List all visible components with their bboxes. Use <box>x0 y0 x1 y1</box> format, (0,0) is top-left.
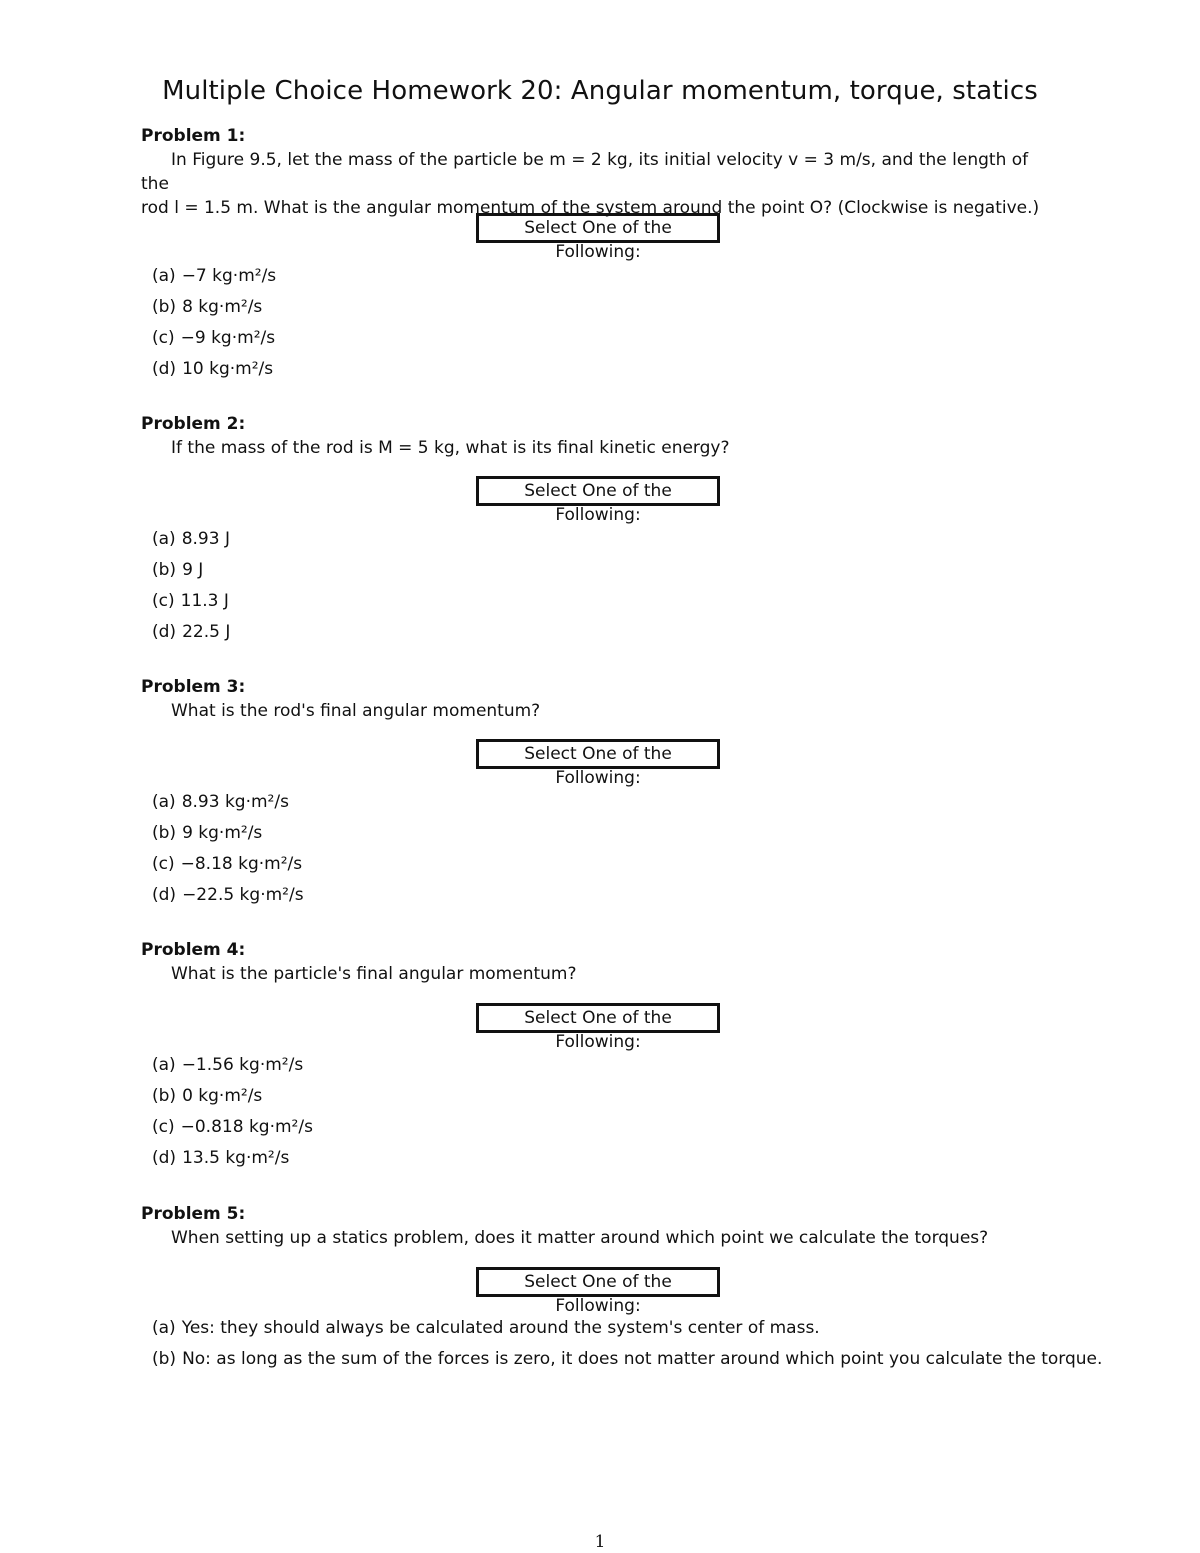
problem-4-choice-b[interactable] <box>152 1081 313 1112</box>
choice-label: (b) <box>152 297 177 317</box>
problem-1-statement <box>141 148 1061 220</box>
choice-text: 10 kg·m²/s <box>182 359 274 379</box>
problem-2-choice-c[interactable] <box>152 586 230 617</box>
problem-1-select-box: Select One of the Following: <box>476 213 720 243</box>
problem-3-select-box: Select One of the Following: <box>476 739 720 769</box>
problem-1-choice-b[interactable] <box>152 292 276 323</box>
choice-label: (c) <box>152 854 175 874</box>
problem-4-choice-d[interactable] <box>152 1143 313 1174</box>
problem-5-heading: Problem 5: <box>141 1204 246 1224</box>
choice-text: −9 kg·m²/s <box>180 328 276 348</box>
choice-text: −22.5 kg·m²/s <box>182 885 304 905</box>
problem-1-choice-c[interactable] <box>152 323 276 354</box>
choice-label: (d) <box>152 1148 177 1168</box>
problem-2-statement <box>141 436 1061 460</box>
problem-4-statement-line-1: What is the particle's final angular momentum? <box>171 964 577 984</box>
problem-3-heading: Problem 3: <box>141 677 246 697</box>
problem-2-choice-b[interactable] <box>152 555 230 586</box>
problem-3-statement-line-1: What is the rod's final angular momentum? <box>171 701 541 721</box>
choice-text: −0.818 kg·m²/s <box>180 1117 313 1137</box>
problem-2-select-box: Select One of the Following: <box>476 476 720 506</box>
problem-4-heading: Problem 4: <box>141 940 246 960</box>
problem-4-statement <box>141 962 1061 986</box>
choice-text: 11.3 J <box>180 591 229 611</box>
problem-1-statement-line-1: In Figure 9.5, let the mass of the particle be m = 2 kg, its initial velocity v = 3 m/s, and the length of the <box>141 150 1029 194</box>
choice-label: (a) <box>152 1318 176 1338</box>
problem-5-choice-a[interactable] <box>152 1313 1102 1344</box>
problem-3-choices <box>152 787 304 911</box>
problem-3-statement <box>141 699 1061 723</box>
choice-text: 8.93 kg·m²/s <box>181 792 289 812</box>
problem-2-choices <box>152 524 230 648</box>
choice-label: (b) <box>152 1349 177 1369</box>
problem-4-choice-c[interactable] <box>152 1112 313 1143</box>
choice-label: (a) <box>152 792 176 812</box>
problem-3-choice-c[interactable] <box>152 849 304 880</box>
choice-label: (a) <box>152 529 176 549</box>
page-number: 1 <box>594 1532 606 1552</box>
problem-2-statement-line-1: If the mass of the rod is M = 5 kg, what is its final kinetic energy? <box>171 438 730 458</box>
problem-5-statement <box>141 1226 1061 1250</box>
choice-text: 8 kg·m²/s <box>182 297 263 317</box>
choice-label: (d) <box>152 885 177 905</box>
choice-text: Yes: they should always be calculated around the system's center of mass. <box>181 1318 820 1338</box>
problem-2-choice-a[interactable] <box>152 524 230 555</box>
choice-label: (d) <box>152 622 177 642</box>
choice-label: (c) <box>152 1117 175 1137</box>
choice-text: 13.5 kg·m²/s <box>182 1148 290 1168</box>
choice-text: −8.18 kg·m²/s <box>180 854 303 874</box>
choice-text: 9 kg·m²/s <box>182 823 263 843</box>
choice-text: −7 kg·m²/s <box>181 266 277 286</box>
problem-3-choice-d[interactable] <box>152 880 304 911</box>
problem-3-choice-b[interactable] <box>152 818 304 849</box>
problem-5-statement-line-1: When setting up a statics problem, does it matter around which point we calculate the torques? <box>171 1228 989 1248</box>
choice-label: (b) <box>152 560 177 580</box>
choice-text: 22.5 J <box>182 622 231 642</box>
problem-1-choice-d[interactable] <box>152 354 276 385</box>
problem-1-choice-a[interactable] <box>152 261 276 292</box>
choice-label: (b) <box>152 823 177 843</box>
problem-1-choices <box>152 261 276 385</box>
choice-label: (c) <box>152 591 175 611</box>
choice-text: No: as long as the sum of the forces is zero, it does not matter around which point you calculate the torque. <box>182 1349 1103 1369</box>
choice-text: −1.56 kg·m²/s <box>181 1055 304 1075</box>
choice-label: (a) <box>152 266 176 286</box>
choice-label: (a) <box>152 1055 176 1075</box>
problem-1-statement-line-2: rod l = 1.5 m. What is the angular momentum of the system around the point O? (Clockwise is negative.) <box>141 198 1040 218</box>
problem-5-choices <box>152 1313 1102 1375</box>
problem-2-heading: Problem 2: <box>141 414 246 434</box>
problem-5-choice-b[interactable] <box>152 1344 1102 1375</box>
problem-3-choice-a[interactable] <box>152 787 304 818</box>
choice-label: (c) <box>152 328 175 348</box>
choice-label: (b) <box>152 1086 177 1106</box>
choice-label: (d) <box>152 359 177 379</box>
problem-5-select-box: Select One of the Following: <box>476 1267 720 1297</box>
problem-4-choices <box>152 1050 313 1174</box>
problem-4-select-box: Select One of the Following: <box>476 1003 720 1033</box>
choice-text: 9 J <box>182 560 204 580</box>
page-title: Multiple Choice Homework 20: Angular momentum, torque, statics <box>162 76 1038 106</box>
problem-2-choice-d[interactable] <box>152 617 230 648</box>
choice-text: 8.93 J <box>181 529 230 549</box>
choice-text: 0 kg·m²/s <box>182 1086 263 1106</box>
problem-1-heading: Problem 1: <box>141 126 246 146</box>
problem-4-choice-a[interactable] <box>152 1050 313 1081</box>
